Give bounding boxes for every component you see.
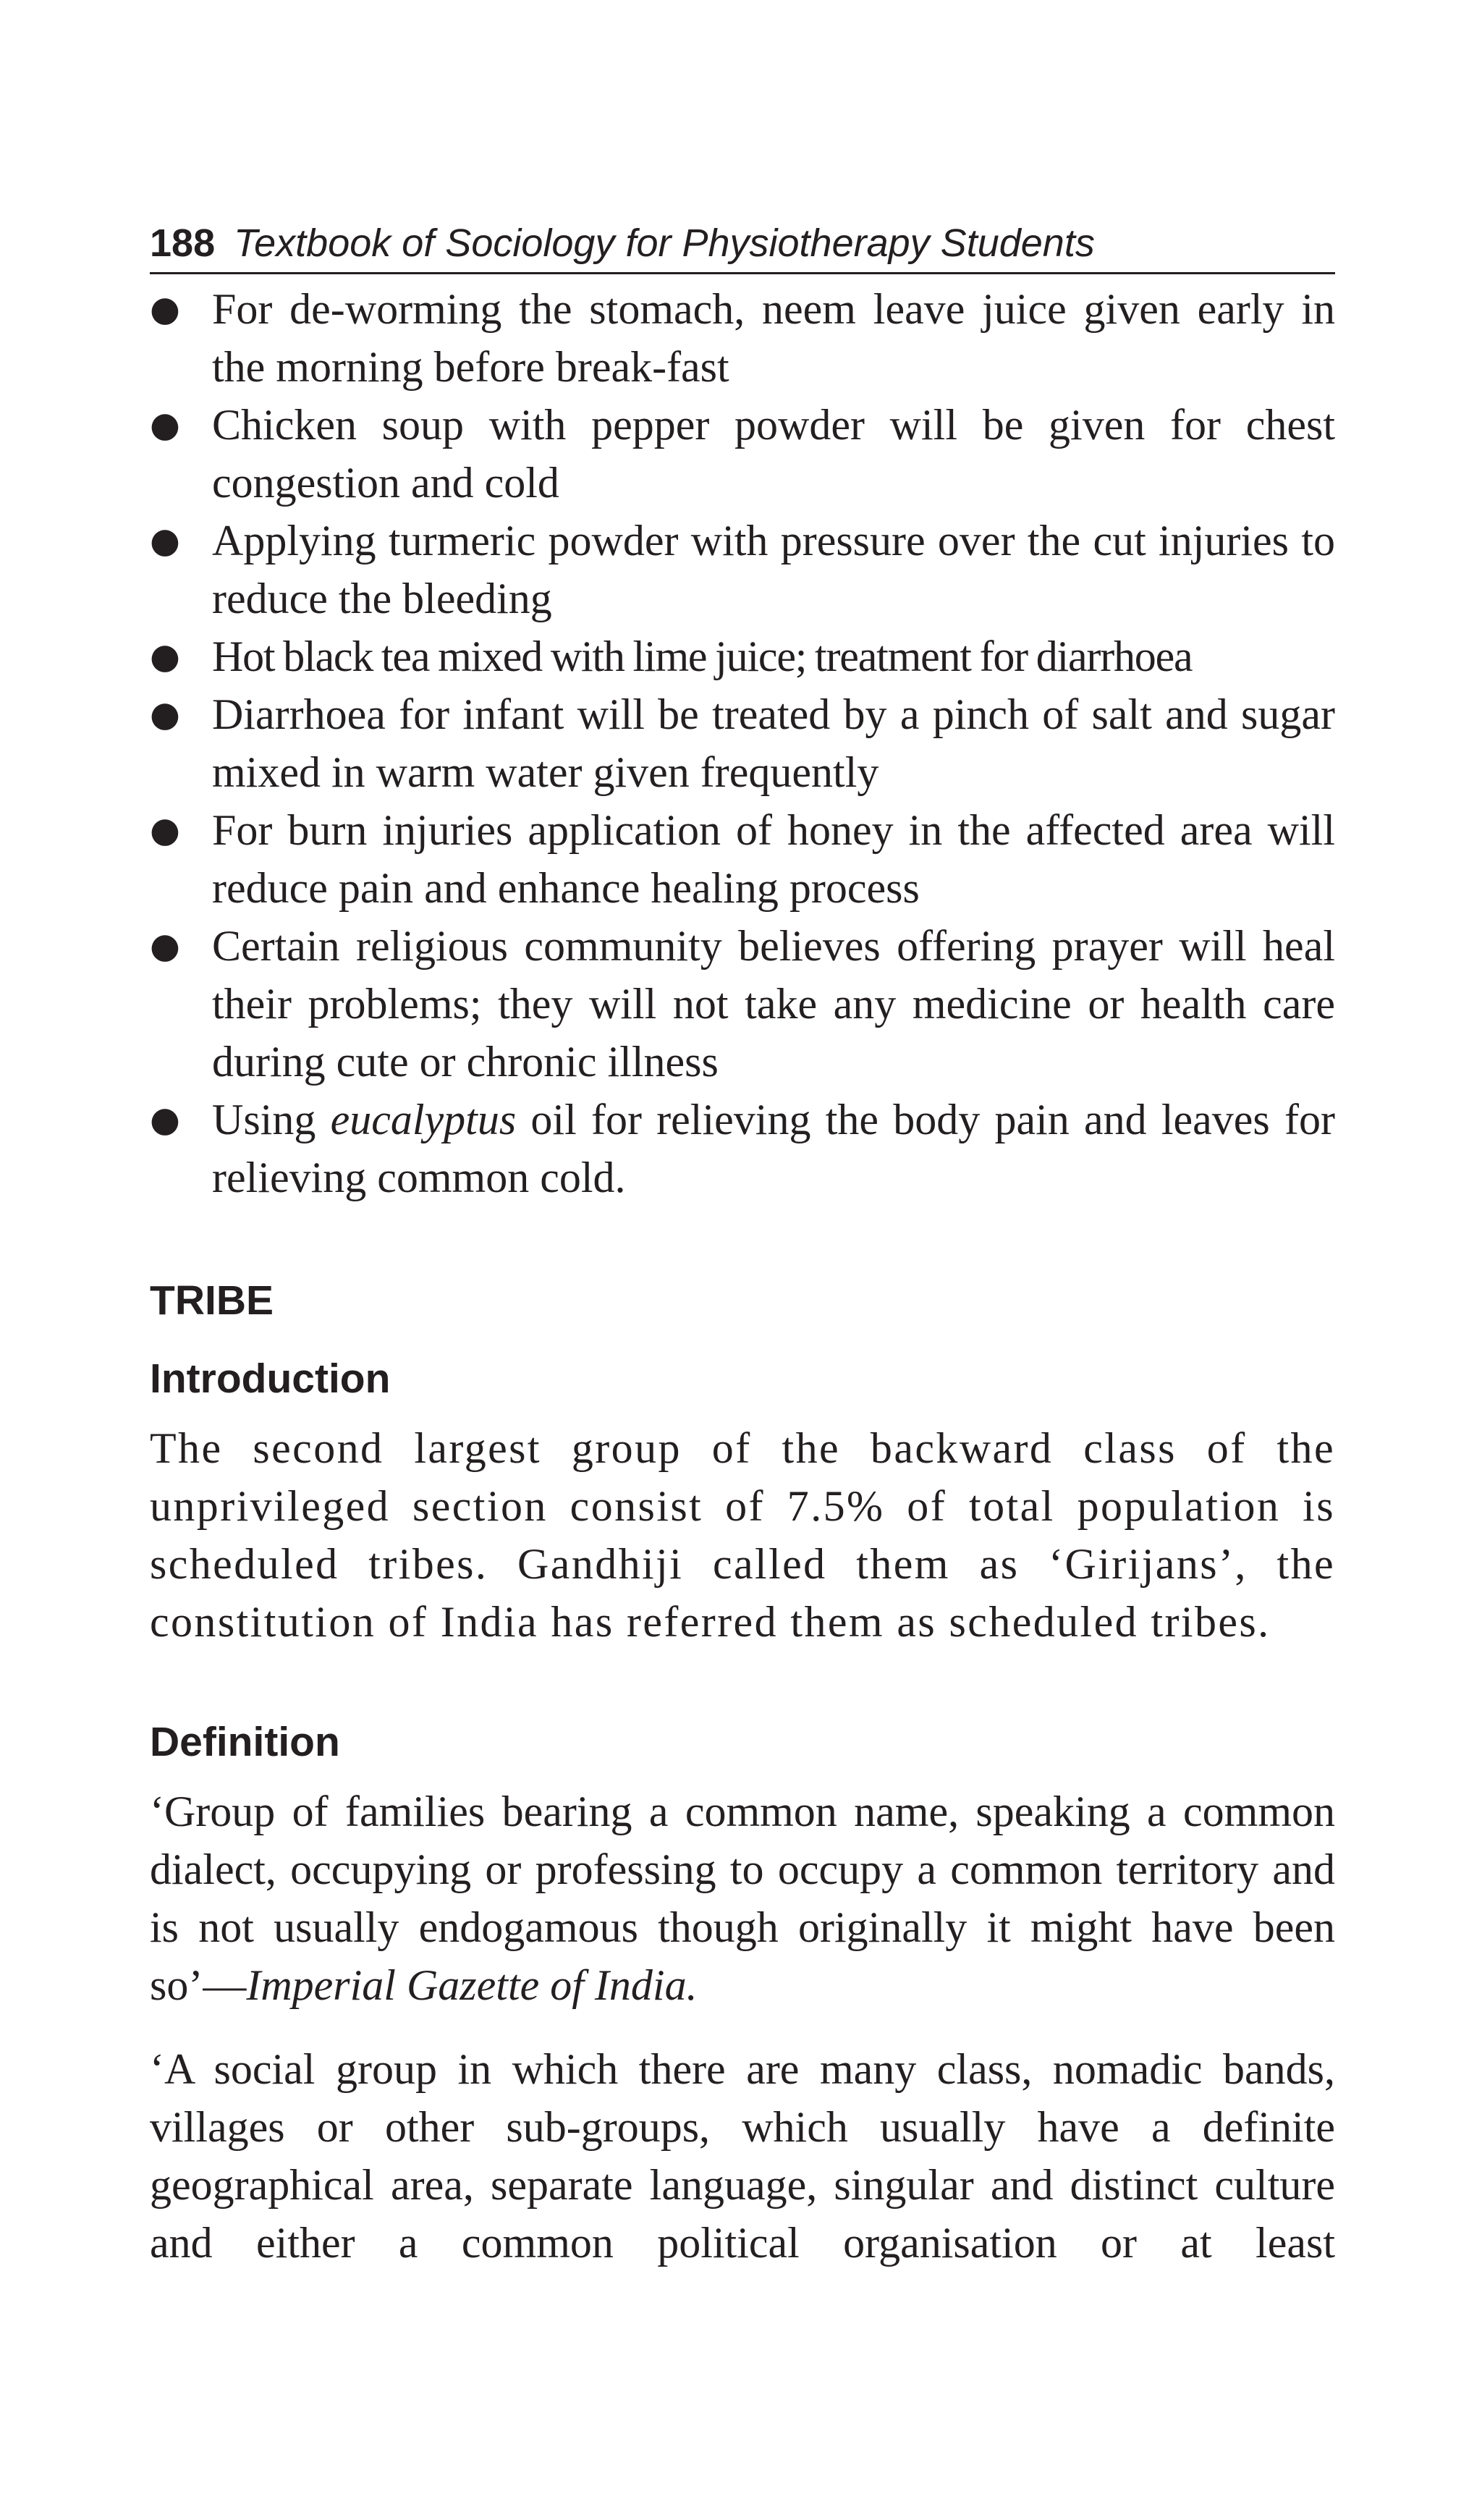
bullet-icon: ●: [150, 405, 180, 445]
bullet-icon: ●: [150, 926, 180, 966]
remedies-list: [150, 280, 1335, 1206]
bullet-icon: ●: [150, 289, 180, 329]
definition-paragraph-1: [150, 1783, 1335, 2014]
list-item: [150, 396, 1335, 512]
list-item: [150, 917, 1335, 1091]
list-item-text: For burn injuries application of honey in the affected area will reduce pain and enhance healing process: [212, 806, 1335, 912]
definition-1-source: Imperial Gazette of India.: [246, 1961, 698, 2009]
bullet-icon: ●: [150, 694, 180, 735]
bullet-icon: ●: [150, 810, 180, 850]
introduction-paragraph: The second largest group of the backward class of the unprivileged section consist of 7.5% of total population is scheduled tribes. Gandhiji called them as ‘Girijans’, the constitution of India has referred them as scheduled tribes.: [150, 1424, 1335, 1646]
definition-paragraph-2: ‘A social group in which there are many class, nomadic bands, villages or other sub-groups, which usually have a definite geographical area, separate language, singular and distinct culture and either a common political organisation or at least: [150, 2045, 1335, 2267]
list-item: [150, 1091, 1335, 1206]
list-item-text: Chicken soup with pepper powder will be given for chest congestion and cold: [212, 401, 1335, 507]
list-item-text: Certain religious community believes offering prayer will heal their problems; they will not take any medicine or health care during cute or chronic illness: [212, 922, 1335, 1086]
list-item-text-after: oil for relieving the body pain and leaves for relieving common cold.: [212, 1096, 1335, 1201]
bullet-icon: ●: [150, 636, 179, 677]
list-item: [150, 512, 1335, 627]
book-title: Textbook of Sociology for Physiotherapy Students: [234, 221, 1095, 265]
list-item-text: Hot black tea mixed with lime juice; treatment for diarrhoea: [212, 633, 1193, 680]
list-item-text: Applying turmeric powder with pressure over the cut injuries to reduce the bleeding: [212, 517, 1335, 622]
running-header: [150, 214, 1335, 274]
bullet-icon: ●: [150, 520, 180, 561]
subheading-introduction: Introduction: [150, 1356, 391, 1402]
definition-1-text: ‘Group of families bearing a common name, speaking a common dialect, occupying or professing to occupy a common territory and is not usually endogamous though originally it might have been so’—: [150, 1788, 1335, 2009]
list-item: [150, 627, 1335, 685]
list-item: [150, 801, 1335, 917]
list-item-text: Diarrhoea for infant will be treated by a pinch of salt and sugar mixed in warm water given frequently: [212, 690, 1335, 796]
subheading-definition: Definition: [150, 1719, 340, 1765]
bullet-icon: ●: [150, 1099, 180, 1140]
page-number: 188: [150, 221, 216, 265]
list-item-italic-term: eucalyptus: [330, 1096, 517, 1143]
book-page: [150, 214, 1335, 2272]
list-item-text: For de-worming the stomach, neem leave juice given early in the morning before break-fast: [212, 285, 1335, 391]
section-heading-tribe: TRIBE: [150, 1277, 274, 1324]
list-item-text-before: Using: [212, 1096, 331, 1143]
list-item: [150, 280, 1335, 396]
list-item: [150, 685, 1335, 801]
